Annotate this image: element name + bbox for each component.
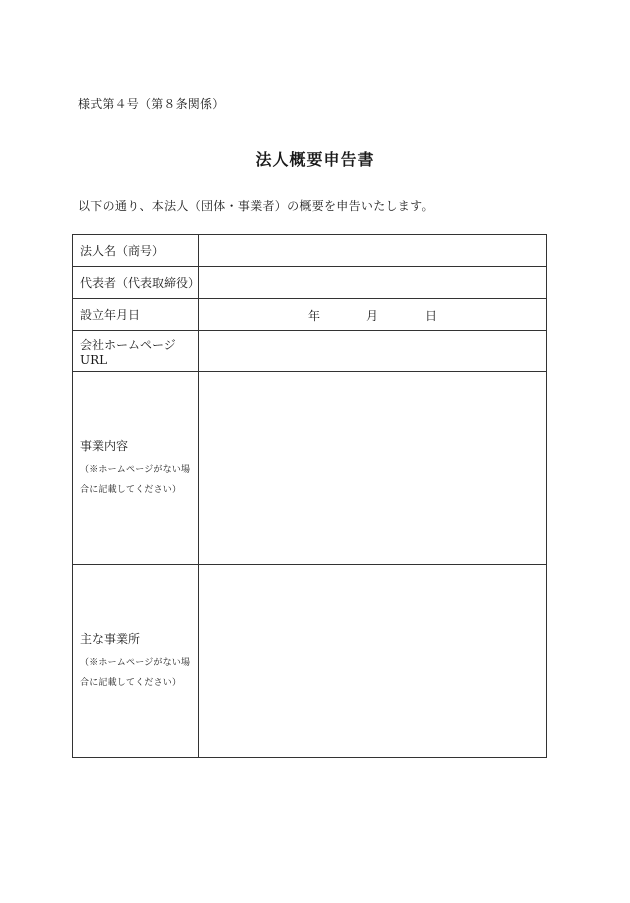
date-parts bbox=[199, 299, 546, 330]
year-unit: 年 bbox=[308, 309, 321, 323]
business-description-field[interactable] bbox=[199, 372, 547, 565]
row-business bbox=[73, 372, 547, 565]
row-established-date bbox=[73, 299, 547, 331]
row-representative bbox=[73, 267, 547, 299]
business-note-line2: 合に記載してください） bbox=[80, 484, 182, 495]
month-unit: 月 bbox=[366, 309, 379, 323]
corporate-name-label: 法人名（商号） bbox=[73, 235, 199, 267]
row-corporate-name bbox=[73, 235, 547, 267]
page-title: 法人概要申告書 bbox=[255, 150, 375, 169]
day-unit: 日 bbox=[425, 309, 438, 323]
representative-field[interactable] bbox=[199, 267, 547, 299]
established-date-label: 設立年月日 bbox=[73, 299, 199, 331]
representative-label: 代表者（代表取締役） bbox=[73, 267, 199, 299]
business-label-cell bbox=[73, 372, 199, 565]
established-date-field[interactable] bbox=[199, 299, 547, 331]
corporate-name-field[interactable] bbox=[199, 235, 547, 267]
main-office-field[interactable] bbox=[199, 565, 547, 758]
form-number: 様式第４号（第８条関係） bbox=[78, 97, 225, 111]
intro-text: 以下の通り、本法人（団体・事業者）の概要を申告いたします。 bbox=[78, 199, 434, 213]
homepage-url-field[interactable] bbox=[199, 331, 547, 372]
homepage-label: 会社ホームページURL bbox=[73, 331, 199, 372]
row-homepage bbox=[73, 331, 547, 372]
business-note-line1: （※ホームページがない場 bbox=[80, 464, 191, 475]
declaration-form-table bbox=[72, 234, 547, 758]
office-note-line1: （※ホームページがない場 bbox=[80, 657, 191, 668]
office-label: 主な事業所 bbox=[80, 631, 141, 646]
business-label: 事業内容 bbox=[80, 438, 129, 453]
row-office bbox=[73, 565, 547, 758]
office-label-cell bbox=[73, 565, 199, 758]
office-note-line2: 合に記載してください） bbox=[80, 677, 182, 688]
